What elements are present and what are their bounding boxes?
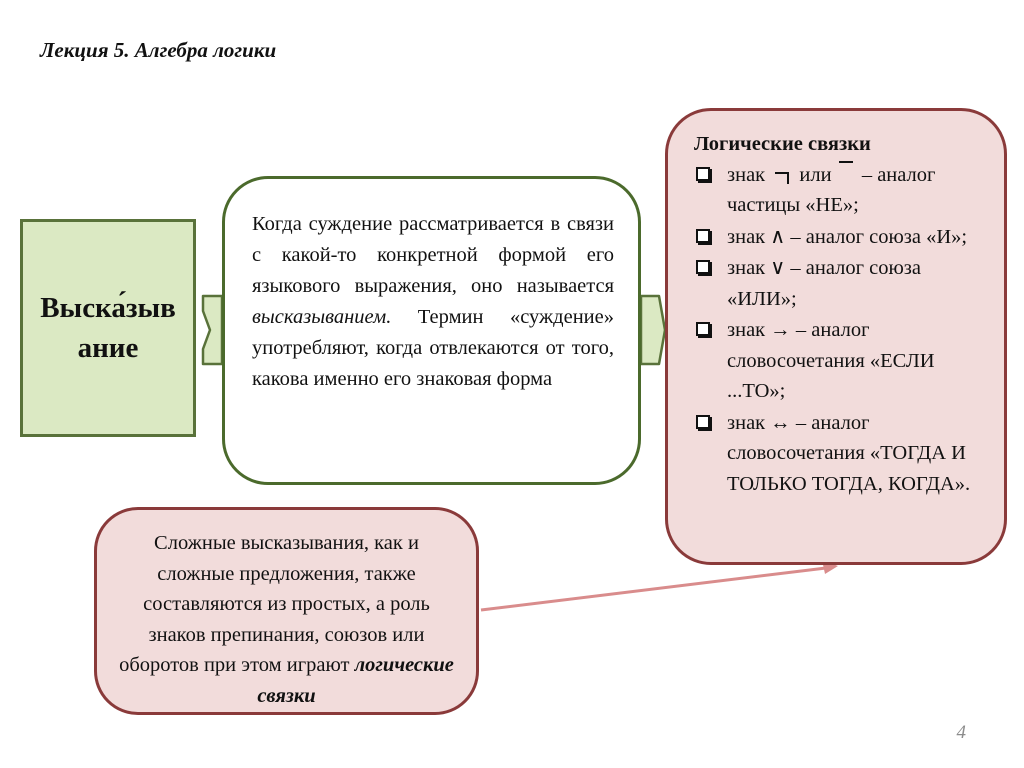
connective-prefix: знак: [727, 163, 766, 186]
page-number: 4: [956, 722, 966, 743]
lecture-title: Лекция 5. Алгебра логики: [40, 38, 277, 62]
term-line-1: Выска́зыв: [40, 292, 176, 324]
complex-statements-box: [94, 507, 479, 715]
connective-text: знак → – аналог словосочетания «ЕСЛИ ...ТО»;: [727, 319, 935, 402]
negation-symbol-icon: [770, 165, 794, 185]
definition-text-part-2: Термин «суждение» употребляют, когда отвлекаются от того, какова именно его знаковая форма: [252, 306, 614, 390]
connective-text: знак ∨ – аналог союза «ИЛИ»;: [727, 257, 921, 310]
connective-item-equivalence: [694, 408, 990, 500]
chevron-right-icon: [641, 296, 665, 364]
checkbox-bullet-icon: [696, 229, 710, 243]
complex-text: Сложные высказывания, как и сложные предложения, также составляются из простых, а роль знаков препинания, союзов или оборотов при этом играют: [119, 532, 430, 676]
connective-item-or: [694, 253, 990, 314]
connective-item-and: [694, 222, 990, 253]
definition-text-part-1: Когда суждение рассматривается в связи с какой-то конкретной формой его языкового выражения, оно называется: [252, 213, 614, 297]
connective-text: знак ∧ – аналог союза «И»;: [727, 225, 968, 248]
definition-box: [222, 176, 641, 485]
checkbox-bullet-icon: [696, 260, 710, 274]
connectives-box: [665, 108, 1007, 565]
overline-symbol-icon: [837, 165, 857, 185]
connective-middle: или: [799, 163, 832, 186]
checkbox-bullet-icon: [696, 322, 710, 336]
connectives-title: Логические связки: [694, 133, 871, 155]
term-line-2: ание: [77, 332, 139, 364]
pointer-arrow-line: [481, 568, 826, 610]
connective-item-not: [694, 160, 990, 221]
definition-emphasis: высказыванием.: [252, 306, 392, 328]
term-box: [20, 219, 196, 437]
checkbox-bullet-icon: [696, 415, 710, 429]
connectives-list: [694, 160, 990, 500]
connective-item-implication: [694, 315, 990, 407]
connective-suffix: – аналог частицы «НЕ»;: [727, 163, 936, 216]
complex-emphasis: логические связки: [257, 654, 454, 707]
chevron-right-icon: [203, 296, 222, 364]
connective-text: знак ↔ – аналог словосочетания «ТОГДА И ТОЛЬКО ТОГДА, КОГДА».: [727, 411, 971, 495]
checkbox-bullet-icon: [696, 167, 710, 181]
